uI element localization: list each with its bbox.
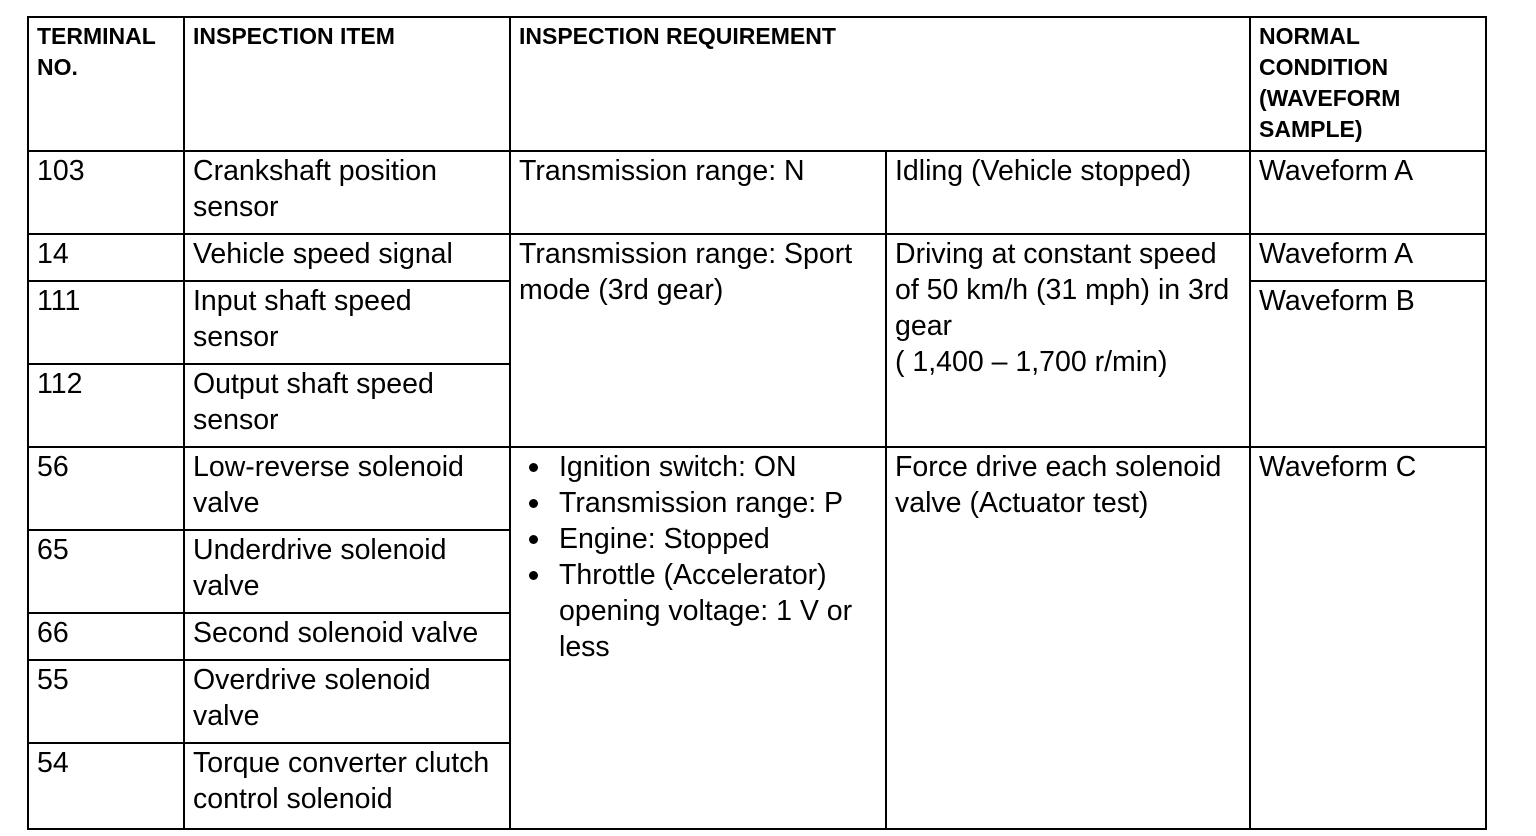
header-normal-condition: NORMAL CONDITION (WAVEFORM SAMPLE) xyxy=(1250,17,1486,151)
table-row xyxy=(28,447,1486,530)
header-row xyxy=(28,17,1486,151)
item-cell: Crankshaft position sensor xyxy=(184,151,510,234)
terminal-cell: 66 xyxy=(28,613,184,660)
terminal-cell: 112 xyxy=(28,364,184,447)
header-inspection-item: INSPECTION ITEM xyxy=(184,17,510,151)
item-cell: Vehicle speed signal xyxy=(184,234,510,281)
requirement-cell: Transmission range: N xyxy=(510,151,886,234)
terminal-cell: 111 xyxy=(28,281,184,364)
terminal-cell: 65 xyxy=(28,530,184,613)
condition-text: Driving at constant speed of 50 km/h (31 mph) in 3rd gear xyxy=(895,238,1230,342)
table-row xyxy=(28,234,1486,281)
condition-cell: Force drive each solenoid valve (Actuator test) xyxy=(886,447,1250,829)
condition-cell xyxy=(886,234,1250,447)
waveform-cell: Waveform C xyxy=(1250,447,1486,829)
terminal-cell: 54 xyxy=(28,743,184,829)
item-cell: Input shaft speed sensor xyxy=(184,281,510,364)
item-cell: Second solenoid valve xyxy=(184,613,510,660)
header-inspection-requirement: INSPECTION REQUIREMENT xyxy=(510,17,1250,151)
table-row xyxy=(28,151,1486,234)
header-terminal-no: TERMINAL NO. xyxy=(28,17,184,151)
terminal-cell: 14 xyxy=(28,234,184,281)
terminal-cell: 56 xyxy=(28,447,184,530)
waveform-cell: Waveform A xyxy=(1250,151,1486,234)
condition-detail: ( 1,400 – 1,700 r/min) xyxy=(895,346,1168,378)
waveform-cell: Waveform B xyxy=(1250,281,1486,447)
requirement-list-item: Transmission range: P xyxy=(559,485,879,521)
item-cell: Torque converter clutch control solenoid xyxy=(184,743,510,829)
requirement-cell: Transmission range: Sport mode (3rd gear) xyxy=(510,234,886,447)
terminal-cell: 55 xyxy=(28,660,184,743)
requirement-list xyxy=(519,449,879,665)
requirement-list-item: Ignition switch: ON xyxy=(559,449,879,485)
requirement-list-item: Throttle (Accelerator) opening voltage: 1 V or less xyxy=(559,557,879,665)
condition-cell: Idling (Vehicle stopped) xyxy=(886,151,1250,234)
item-cell: Overdrive solenoid valve xyxy=(184,660,510,743)
item-cell: Output shaft speed sensor xyxy=(184,364,510,447)
requirement-cell xyxy=(510,447,886,829)
item-cell: Underdrive solenoid valve xyxy=(184,530,510,613)
requirement-list-item: Engine: Stopped xyxy=(559,521,879,557)
item-cell: Low-reverse solenoid valve xyxy=(184,447,510,530)
waveform-cell: Waveform A xyxy=(1250,234,1486,281)
inspection-table xyxy=(27,16,1487,830)
terminal-cell: 103 xyxy=(28,151,184,234)
